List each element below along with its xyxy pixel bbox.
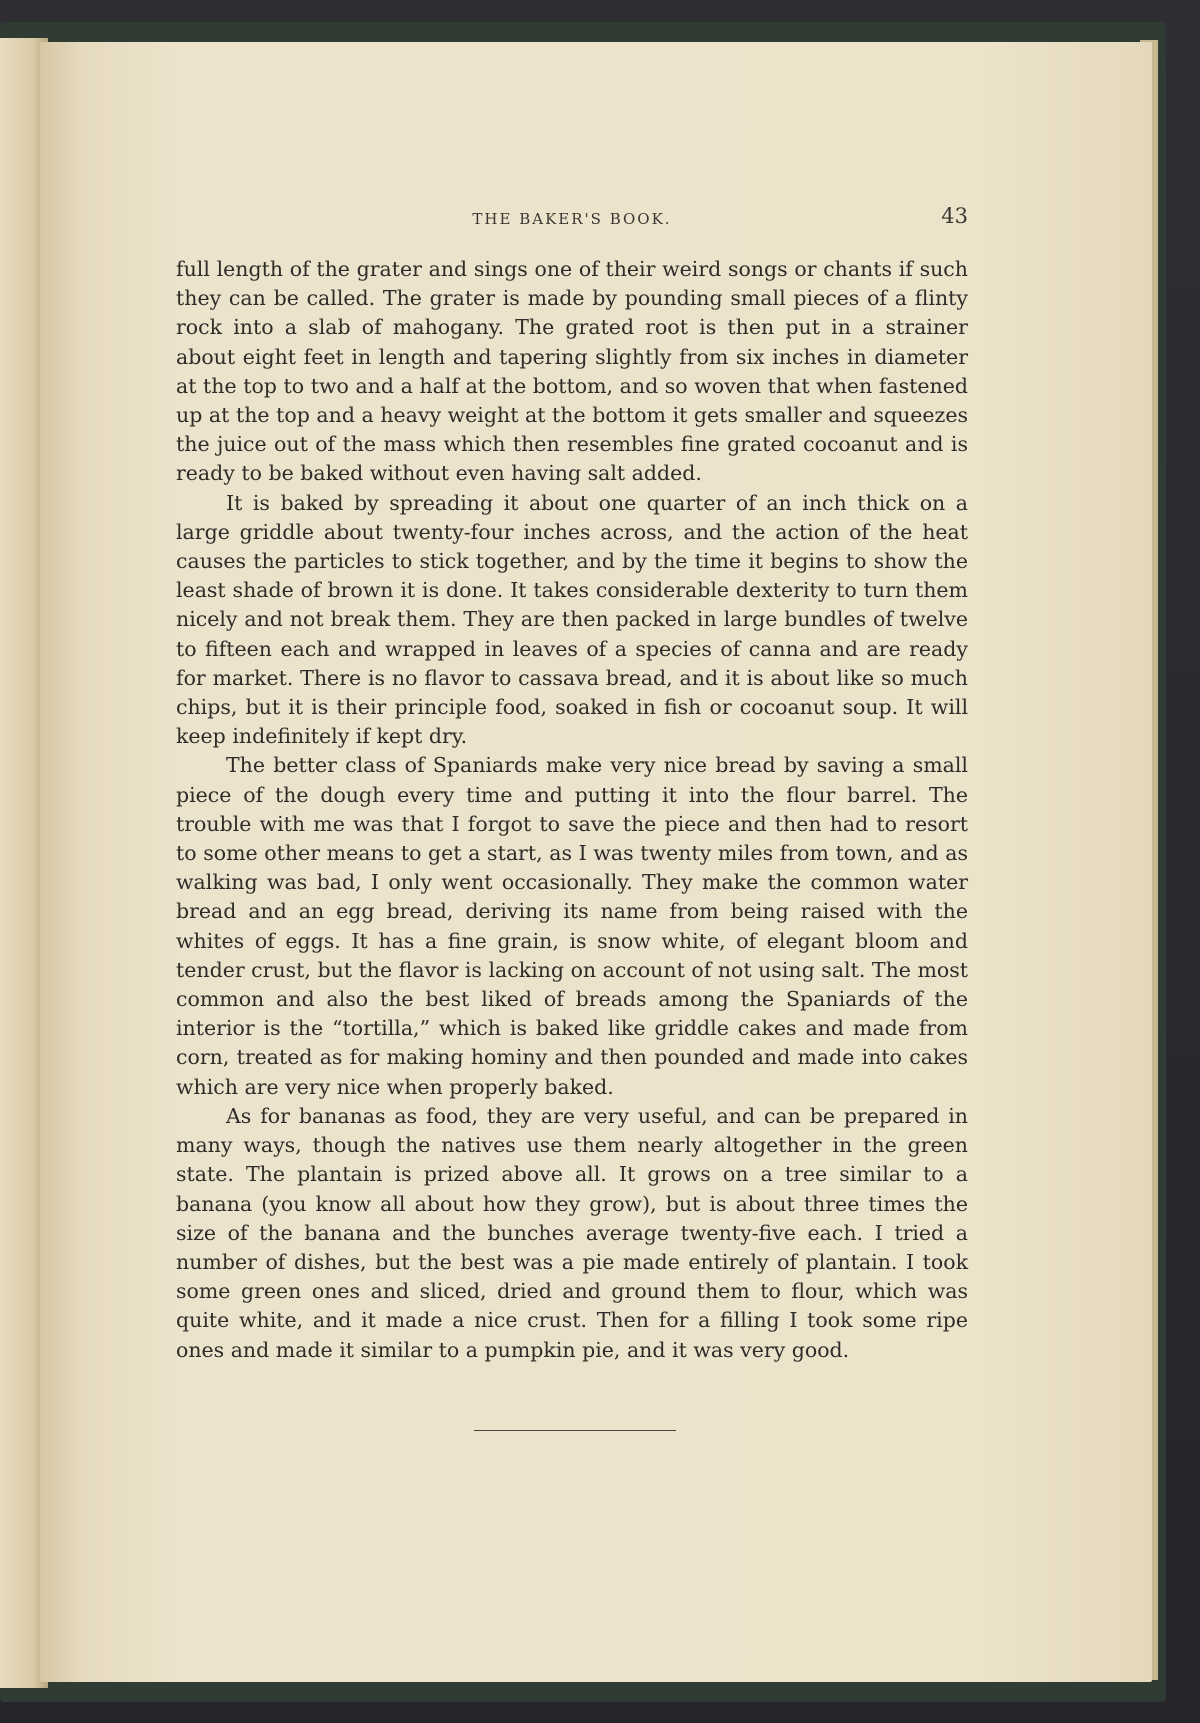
paragraph-4: As for bananas as food, they are very useful, and can be prepared in many ways, though the natives use them nearly altogether in the green state. The plantain is prized above all. It grows on a tree similar to a banana (you know all about how they grow), but is about three times the size of the banana and the bunches average twenty-five each. I tried a number of dishes, but the best was a pie made entirely of plantain. I took some green ones and sliced, dried and ground them to flour, which was quite white, and it made a nice crust. Then for a filling I took some ripe ones and made it similar to a pumpkin pie, and it was very good. [176, 1103, 968, 1362]
body-text [176, 255, 968, 1365]
paragraph-1: full length of the grater and sings one of their weird songs or chants if such they can be called. The grater is made by pounding small pieces of a flinty rock into a slab of mahogany. The grated root is then put in a strainer about eight feet in length and tapering slightly from six inches in diameter at the top to two and a half at the bottom, and so woven that when fastened up at the top and a heavy weight at the bottom it gets smaller and squeezes the juice out of the mass which then resembles fine grated cocoanut and is ready to be baked without even having salt added. [176, 257, 968, 486]
paragraph-2: It is baked by spreading it about one quarter of an inch thick on a large griddle about twenty-four inches across, and the action of the heat causes the particles to stick together, and by the time it begins to show the least shade of brown it is done. It takes considerable dexterity to turn them nicely and not break them. They are then packed in large bundles of twelve to fifteen each and wrapped in leaves of a species of canna and are ready for market. There is no flavor to cassava bread, and it is about like so much chips, but it is their principle food, soaked in fish or cocoanut soup. It will keep indefinitely if kept dry. [176, 490, 968, 749]
paragraph-3: The better class of Spaniards make very nice bread by saving a small piece of the dough every time and putting it into the flour barrel. The trouble with me was that I forgot to save the piece and then had to resort to some other means to get a start, as I was twenty miles from town, and as walking was bad, I only went occasionally. They make the common water bread and an egg bread, deriving its name from being raised with the whites of eggs. It has a fine grain, is snow white, of elegant bloom and tender crust, but the flavor is lacking on account of not using salt. The most common and also the best liked of breads among the Spaniards of the interior is the “tortilla,” which is baked like griddle cakes and made from corn, treated as for making hominy and then pounded and made into cakes which are very nice when properly baked. [176, 753, 968, 1099]
page-number: 43 [941, 204, 968, 228]
section-end-rule [474, 1430, 676, 1431]
running-title: THE BAKER'S BOOK. [472, 210, 672, 228]
page-header [176, 200, 968, 240]
